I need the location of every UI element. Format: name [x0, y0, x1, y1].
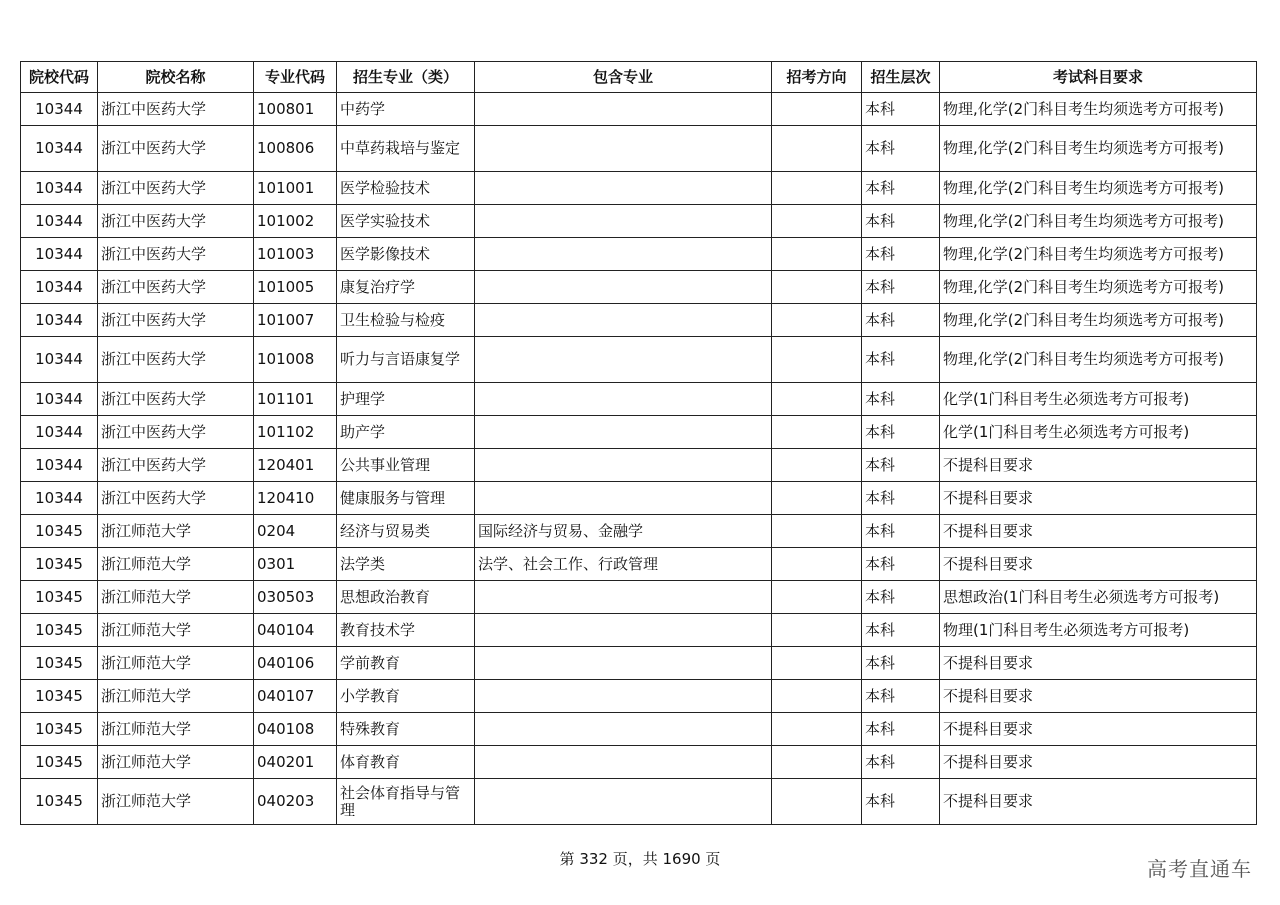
major-cell: 医学影像技术: [337, 238, 475, 271]
direction-cell: [772, 713, 862, 746]
watermark: 高考直通车: [1147, 857, 1252, 881]
major-cell: 助产学: [337, 416, 475, 449]
page-number: 第 332 页，共 1690 页: [559, 850, 721, 868]
school-code-cell: 10345: [21, 779, 98, 825]
major-code-cell: 101001: [254, 172, 337, 205]
direction-cell: [772, 449, 862, 482]
table-row: [21, 548, 1257, 581]
header-school-name: 院校名称: [98, 62, 254, 93]
subject-requirements-cell: 化学(1门科目考生必须选考方可报考): [940, 416, 1257, 449]
table-row: [21, 383, 1257, 416]
school-code-cell: 10344: [21, 205, 98, 238]
level-cell: 本科: [862, 126, 940, 172]
school-code-cell: 10344: [21, 238, 98, 271]
included-majors-cell: [475, 271, 772, 304]
major-cell: 医学检验技术: [337, 172, 475, 205]
major-cell: 康复治疗学: [337, 271, 475, 304]
table-row: [21, 680, 1257, 713]
school-name-cell: 浙江中医药大学: [98, 238, 254, 271]
included-majors-cell: [475, 205, 772, 238]
level-cell: 本科: [862, 779, 940, 825]
school-name-cell: 浙江师范大学: [98, 746, 254, 779]
school-name-cell: 浙江中医药大学: [98, 304, 254, 337]
table-row: [21, 126, 1257, 172]
subject-requirements-cell: 思想政治(1门科目考生必须选考方可报考): [940, 581, 1257, 614]
major-code-cell: 101101: [254, 383, 337, 416]
school-name-cell: 浙江中医药大学: [98, 172, 254, 205]
included-majors-cell: 法学、社会工作、行政管理: [475, 548, 772, 581]
level-cell: 本科: [862, 614, 940, 647]
major-code-cell: 101002: [254, 205, 337, 238]
major-cell: 中药学: [337, 93, 475, 126]
major-cell: 教育技术学: [337, 614, 475, 647]
subject-requirements-cell: 不提科目要求: [940, 713, 1257, 746]
subject-requirements-cell: 物理,化学(2门科目考生均须选考方可报考): [940, 126, 1257, 172]
school-name-cell: 浙江中医药大学: [98, 449, 254, 482]
school-code-cell: 10345: [21, 515, 98, 548]
school-name-cell: 浙江中医药大学: [98, 271, 254, 304]
school-name-cell: 浙江中医药大学: [98, 416, 254, 449]
subject-requirements-cell: 不提科目要求: [940, 548, 1257, 581]
included-majors-cell: [475, 713, 772, 746]
direction-cell: [772, 383, 862, 416]
school-code-cell: 10345: [21, 581, 98, 614]
school-code-cell: 10344: [21, 93, 98, 126]
level-cell: 本科: [862, 548, 940, 581]
major-cell: 小学教育: [337, 680, 475, 713]
major-code-cell: 101102: [254, 416, 337, 449]
table-row: [21, 271, 1257, 304]
included-majors-cell: [475, 482, 772, 515]
subject-requirements-cell: 化学(1门科目考生必须选考方可报考): [940, 383, 1257, 416]
major-cell: 听力与言语康复学: [337, 337, 475, 383]
major-cell: 特殊教育: [337, 713, 475, 746]
table-row: [21, 205, 1257, 238]
major-code-cell: 100806: [254, 126, 337, 172]
major-cell: 护理学: [337, 383, 475, 416]
subject-requirements-cell: 物理,化学(2门科目考生均须选考方可报考): [940, 93, 1257, 126]
school-code-cell: 10344: [21, 304, 98, 337]
table-row: [21, 614, 1257, 647]
subject-requirements-cell: 不提科目要求: [940, 746, 1257, 779]
level-cell: 本科: [862, 746, 940, 779]
school-code-cell: 10345: [21, 746, 98, 779]
table-row: [21, 746, 1257, 779]
level-cell: 本科: [862, 449, 940, 482]
direction-cell: [772, 482, 862, 515]
level-cell: 本科: [862, 647, 940, 680]
subject-requirements-cell: 不提科目要求: [940, 449, 1257, 482]
included-majors-cell: [475, 238, 772, 271]
major-code-cell: 040107: [254, 680, 337, 713]
major-code-cell: 040104: [254, 614, 337, 647]
level-cell: 本科: [862, 482, 940, 515]
school-code-cell: 10344: [21, 271, 98, 304]
table-row: [21, 172, 1257, 205]
subject-requirements-cell: 物理(1门科目考生必须选考方可报考): [940, 614, 1257, 647]
school-name-cell: 浙江师范大学: [98, 680, 254, 713]
school-code-cell: 10344: [21, 172, 98, 205]
school-name-cell: 浙江师范大学: [98, 779, 254, 825]
school-code-cell: 10345: [21, 548, 98, 581]
major-code-cell: 101007: [254, 304, 337, 337]
direction-cell: [772, 515, 862, 548]
included-majors-cell: [475, 416, 772, 449]
admissions-table: [20, 61, 1257, 825]
included-majors-cell: [475, 383, 772, 416]
major-cell: 学前教育: [337, 647, 475, 680]
major-cell: 经济与贸易类: [337, 515, 475, 548]
major-code-cell: 120410: [254, 482, 337, 515]
header-level: 招生层次: [862, 62, 940, 93]
school-name-cell: 浙江师范大学: [98, 614, 254, 647]
level-cell: 本科: [862, 416, 940, 449]
level-cell: 本科: [862, 238, 940, 271]
major-code-cell: 100801: [254, 93, 337, 126]
subject-requirements-cell: 不提科目要求: [940, 680, 1257, 713]
major-cell: 医学实验技术: [337, 205, 475, 238]
level-cell: 本科: [862, 383, 940, 416]
level-cell: 本科: [862, 205, 940, 238]
included-majors-cell: [475, 746, 772, 779]
included-majors-cell: [475, 93, 772, 126]
direction-cell: [772, 304, 862, 337]
major-cell: 体育教育: [337, 746, 475, 779]
school-code-cell: 10344: [21, 482, 98, 515]
table-row: [21, 713, 1257, 746]
major-code-cell: 101003: [254, 238, 337, 271]
major-code-cell: 120401: [254, 449, 337, 482]
header-major-code: 专业代码: [254, 62, 337, 93]
school-name-cell: 浙江中医药大学: [98, 337, 254, 383]
included-majors-cell: 国际经济与贸易、金融学: [475, 515, 772, 548]
school-code-cell: 10345: [21, 680, 98, 713]
major-code-cell: 040108: [254, 713, 337, 746]
major-cell: 中草药栽培与鉴定: [337, 126, 475, 172]
school-name-cell: 浙江师范大学: [98, 515, 254, 548]
table-row: [21, 779, 1257, 825]
school-code-cell: 10345: [21, 647, 98, 680]
direction-cell: [772, 581, 862, 614]
table-row: [21, 238, 1257, 271]
level-cell: 本科: [862, 172, 940, 205]
major-cell: 卫生检验与检疫: [337, 304, 475, 337]
included-majors-cell: [475, 581, 772, 614]
direction-cell: [772, 647, 862, 680]
level-cell: 本科: [862, 680, 940, 713]
table-row: [21, 581, 1257, 614]
major-cell: 健康服务与管理: [337, 482, 475, 515]
included-majors-cell: [475, 337, 772, 383]
major-code-cell: 040106: [254, 647, 337, 680]
direction-cell: [772, 271, 862, 304]
major-code-cell: 040203: [254, 779, 337, 825]
school-name-cell: 浙江中医药大学: [98, 93, 254, 126]
direction-cell: [772, 205, 862, 238]
included-majors-cell: [475, 680, 772, 713]
included-majors-cell: [475, 614, 772, 647]
major-code-cell: 030503: [254, 581, 337, 614]
subject-requirements-cell: 物理,化学(2门科目考生均须选考方可报考): [940, 304, 1257, 337]
school-name-cell: 浙江中医药大学: [98, 482, 254, 515]
major-code-cell: 101005: [254, 271, 337, 304]
header-subject-requirements: 考试科目要求: [940, 62, 1257, 93]
table-row: [21, 482, 1257, 515]
school-name-cell: 浙江中医药大学: [98, 126, 254, 172]
direction-cell: [772, 779, 862, 825]
school-code-cell: 10345: [21, 713, 98, 746]
direction-cell: [772, 746, 862, 779]
major-cell: 思想政治教育: [337, 581, 475, 614]
subject-requirements-cell: 不提科目要求: [940, 647, 1257, 680]
table-body: [21, 93, 1257, 825]
school-name-cell: 浙江师范大学: [98, 647, 254, 680]
table-row: [21, 647, 1257, 680]
table-row: [21, 449, 1257, 482]
major-cell: 社会体育指导与管理: [337, 779, 475, 825]
level-cell: 本科: [862, 271, 940, 304]
header-major: 招生专业（类）: [337, 62, 475, 93]
level-cell: 本科: [862, 337, 940, 383]
major-code-cell: 101008: [254, 337, 337, 383]
school-code-cell: 10344: [21, 449, 98, 482]
subject-requirements-cell: 物理,化学(2门科目考生均须选考方可报考): [940, 172, 1257, 205]
header-direction: 招考方向: [772, 62, 862, 93]
direction-cell: [772, 93, 862, 126]
included-majors-cell: [475, 304, 772, 337]
included-majors-cell: [475, 779, 772, 825]
table-row: [21, 515, 1257, 548]
header-school-code: 院校代码: [21, 62, 98, 93]
header-included-majors: 包含专业: [475, 62, 772, 93]
major-code-cell: 040201: [254, 746, 337, 779]
major-cell: 法学类: [337, 548, 475, 581]
included-majors-cell: [475, 449, 772, 482]
direction-cell: [772, 238, 862, 271]
table-row: [21, 304, 1257, 337]
level-cell: 本科: [862, 304, 940, 337]
table-header: [21, 62, 1257, 93]
direction-cell: [772, 126, 862, 172]
direction-cell: [772, 416, 862, 449]
level-cell: 本科: [862, 93, 940, 126]
school-code-cell: 10344: [21, 416, 98, 449]
school-name-cell: 浙江中医药大学: [98, 383, 254, 416]
subject-requirements-cell: 不提科目要求: [940, 515, 1257, 548]
level-cell: 本科: [862, 515, 940, 548]
table-row: [21, 416, 1257, 449]
direction-cell: [772, 614, 862, 647]
direction-cell: [772, 680, 862, 713]
table-row: [21, 337, 1257, 383]
school-code-cell: 10344: [21, 337, 98, 383]
included-majors-cell: [475, 172, 772, 205]
table-row: [21, 93, 1257, 126]
school-name-cell: 浙江师范大学: [98, 581, 254, 614]
school-code-cell: 10344: [21, 383, 98, 416]
included-majors-cell: [475, 126, 772, 172]
subject-requirements-cell: 物理,化学(2门科目考生均须选考方可报考): [940, 238, 1257, 271]
level-cell: 本科: [862, 581, 940, 614]
school-name-cell: 浙江中医药大学: [98, 205, 254, 238]
major-cell: 公共事业管理: [337, 449, 475, 482]
subject-requirements-cell: 物理,化学(2门科目考生均须选考方可报考): [940, 337, 1257, 383]
direction-cell: [772, 337, 862, 383]
included-majors-cell: [475, 647, 772, 680]
subject-requirements-cell: 不提科目要求: [940, 779, 1257, 825]
subject-requirements-cell: 不提科目要求: [940, 482, 1257, 515]
direction-cell: [772, 172, 862, 205]
level-cell: 本科: [862, 713, 940, 746]
subject-requirements-cell: 物理,化学(2门科目考生均须选考方可报考): [940, 205, 1257, 238]
subject-requirements-cell: 物理,化学(2门科目考生均须选考方可报考): [940, 271, 1257, 304]
direction-cell: [772, 548, 862, 581]
major-code-cell: 0301: [254, 548, 337, 581]
school-code-cell: 10344: [21, 126, 98, 172]
school-name-cell: 浙江师范大学: [98, 713, 254, 746]
major-code-cell: 0204: [254, 515, 337, 548]
school-name-cell: 浙江师范大学: [98, 548, 254, 581]
school-code-cell: 10345: [21, 614, 98, 647]
